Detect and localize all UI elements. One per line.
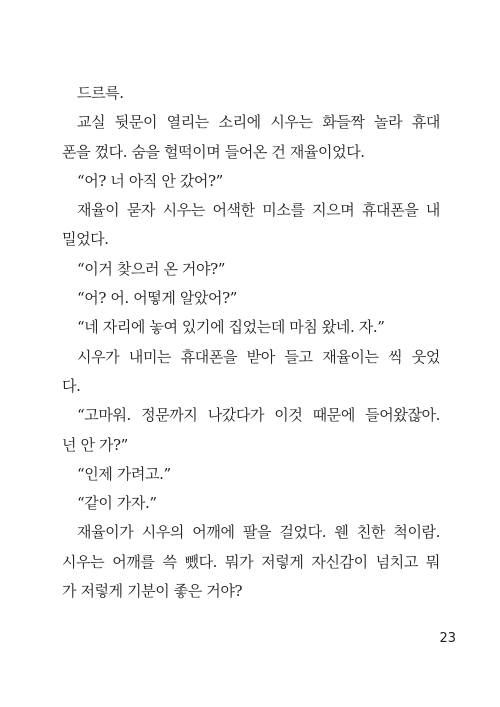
text-line: 시우는 어깨를 쓱 뺐다. 뭐가 저렇게 자신감이 넘치고 뭐 <box>62 552 440 571</box>
text-line: 폰을 껐다. 숨을 헐떡이며 들어온 건 재율이었다. <box>62 142 365 161</box>
text-line: “어? 너 아직 안 갔어?” <box>77 171 223 190</box>
text-line: “고마워. 정문까지 나갔다가 이것 때문에 들어왔잖아. <box>77 406 440 425</box>
text-line: 시우가 내미는 휴대폰을 받아 들고 재율이는 씩 웃었 <box>77 347 440 366</box>
text-line: 드르륵. <box>77 84 124 102</box>
text-line: “네 자리에 놓여 있기에 집었는데 마침 왔네. 자.” <box>77 318 385 337</box>
text-line: “어? 어. 어떻게 알았어?” <box>77 289 238 308</box>
text-line: “같이 가자.” <box>77 494 157 513</box>
text-line: 가 저렇게 기분이 좋은 거야? <box>62 582 243 601</box>
page-number: 23 <box>439 631 456 646</box>
text-line: 다. <box>62 376 81 395</box>
text-line: 넌 안 가?” <box>62 435 128 454</box>
text-line: “인제 가려고.” <box>77 464 171 483</box>
text-line: 교실 뒷문이 열리는 소리에 시우는 화들짝 놀라 휴대 <box>77 113 440 132</box>
body-text <box>62 79 440 606</box>
text-line: 재율이 묻자 시우는 어색한 미소를 지으며 휴대폰을 내 <box>77 201 440 220</box>
text-line: 밀었다. <box>62 230 109 249</box>
text-line: “이거 찾으러 온 거야?” <box>77 259 226 278</box>
text-line: 재율이가 시우의 어깨에 팔을 걸었다. 웬 친한 척이람. <box>77 523 440 542</box>
